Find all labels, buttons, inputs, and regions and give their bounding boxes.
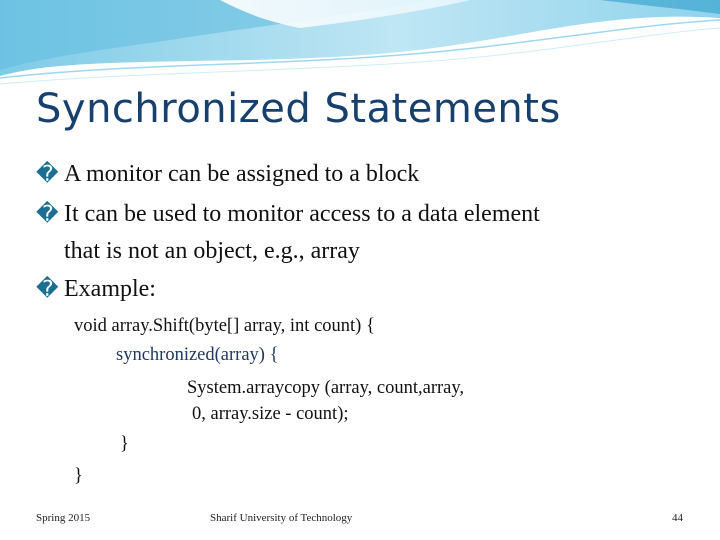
slide-title: Synchronized Statements (36, 86, 561, 132)
bullet-text: It can be used to monitor access to a data element (64, 201, 540, 227)
code-line-arraycopy-args: 0, array.size - count); (192, 404, 349, 424)
code-line-arraycopy: System.arraycopy (array, count,array, (187, 378, 465, 398)
code-line-method-signature: void array.Shift(byte[] array, int count) { (74, 316, 375, 336)
bullet-example (36, 271, 156, 308)
bullet-text: A monitor can be assigned to a block (64, 161, 420, 187)
bullet-marker-icon: � (36, 162, 59, 187)
bullet-marker-icon: � (36, 277, 59, 302)
code-line-outer-close-brace: } (74, 466, 83, 486)
bullet-monitor-block (36, 156, 419, 193)
footer-institution: Sharif University of Technology (210, 512, 353, 524)
bullet-monitor-access (36, 196, 540, 269)
header-wave-decoration (0, 0, 720, 100)
bullet-continuation: that is not an object, e.g., array (64, 238, 360, 264)
bullet-text: Example: (64, 276, 156, 302)
code-line-inner-close-brace: } (120, 434, 129, 454)
bullet-marker-icon: � (36, 202, 59, 227)
footer-page-number: 44 (672, 512, 683, 524)
footer-date: Spring 2015 (36, 512, 91, 524)
code-line-synchronized: synchronized(array) { (116, 345, 279, 365)
